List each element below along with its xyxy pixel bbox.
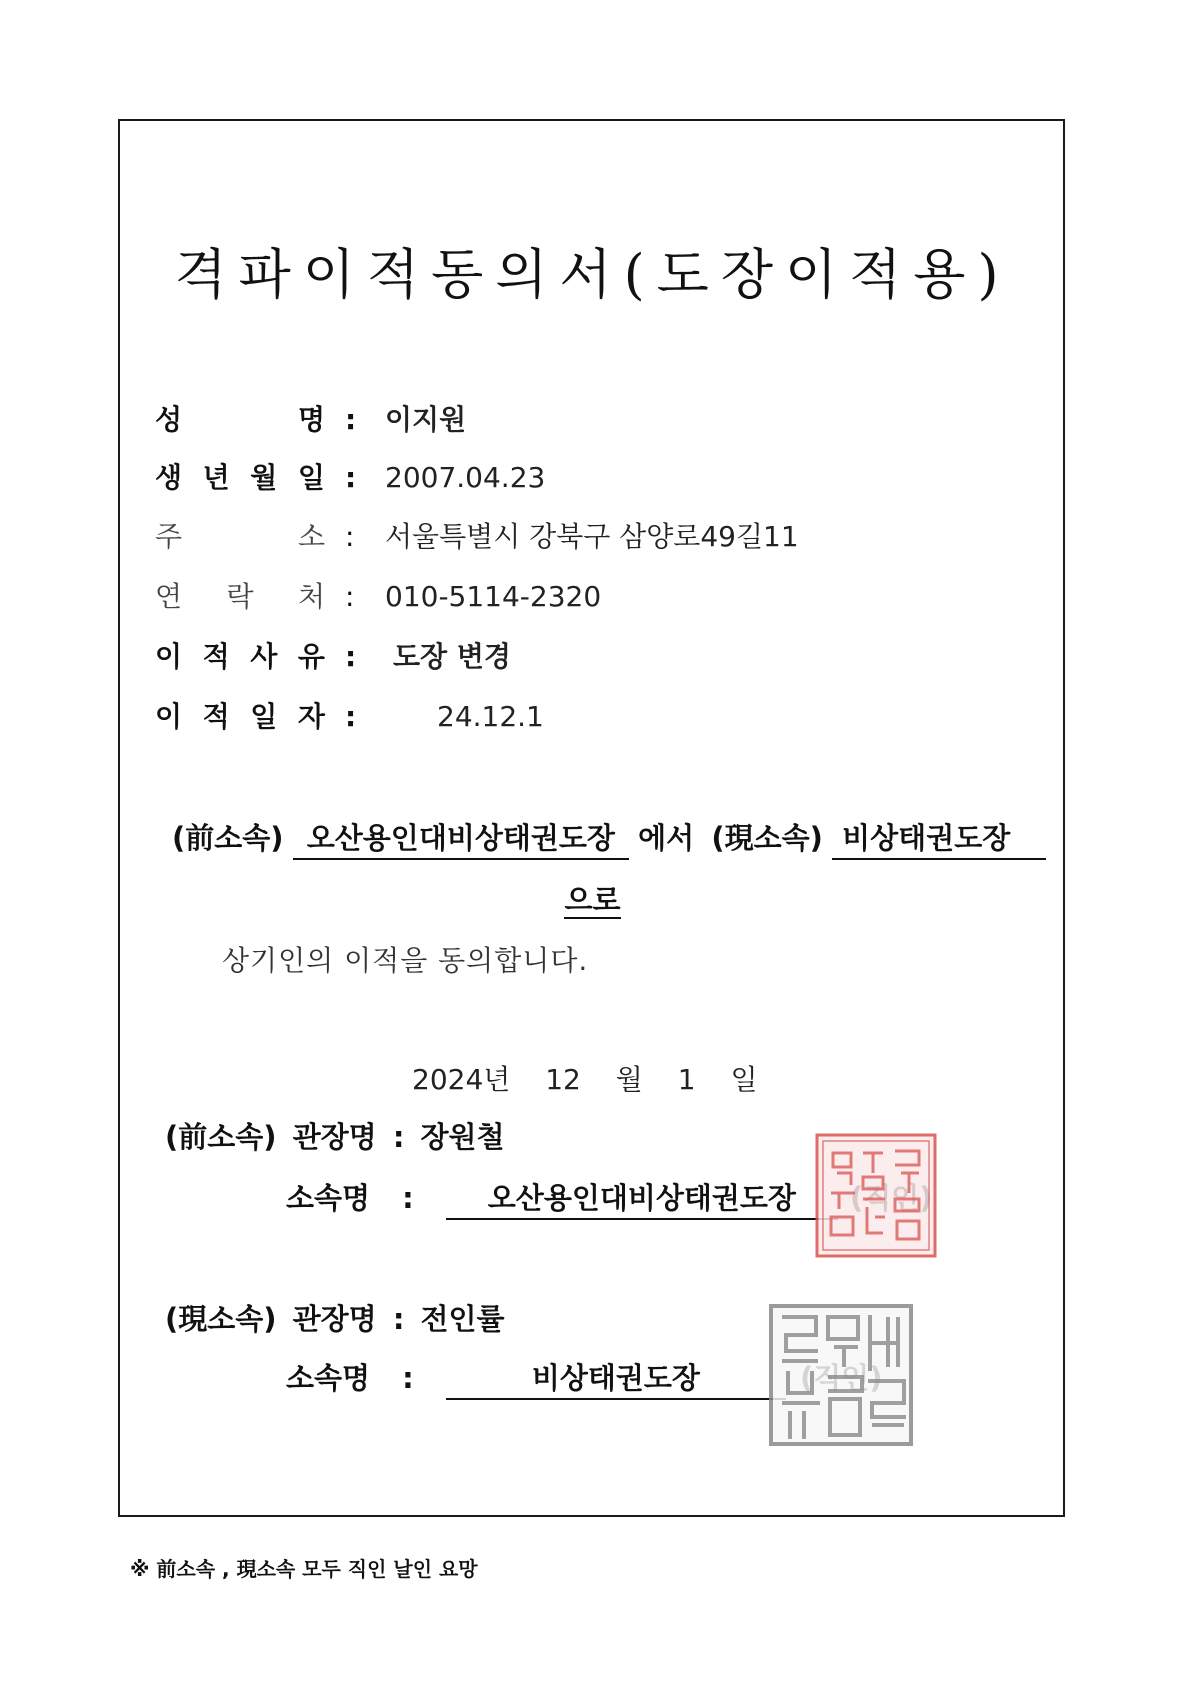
info-label xyxy=(155,697,325,737)
info-colon: : xyxy=(345,520,355,553)
curr-head-line xyxy=(165,1299,505,1339)
curr-sign-label: (現소속) xyxy=(165,1302,277,1336)
prev-seal-stamp xyxy=(815,1133,937,1258)
info-label-char: 생 xyxy=(155,461,183,494)
prev-affiliation-label: (前소속) xyxy=(172,821,284,855)
info-label xyxy=(155,637,325,677)
date-year: 2024년 xyxy=(412,1063,511,1096)
info-label-char: 일 xyxy=(297,461,325,494)
info-label-char: 사 xyxy=(250,640,278,673)
curr-head-name: 전인률 xyxy=(420,1302,505,1336)
info-colon: : xyxy=(345,580,355,613)
info-label-char: 락 xyxy=(226,580,254,613)
curr-head-colon: : xyxy=(392,1302,405,1336)
info-label xyxy=(155,577,325,617)
date-month: 12 xyxy=(545,1063,581,1096)
document-title: 격파이적동의서(도장이적용) xyxy=(174,243,1011,306)
info-label-char: 이 xyxy=(155,700,183,733)
info-colon: : xyxy=(345,640,357,673)
info-label-char: 년 xyxy=(202,461,230,494)
agreement-text: 상기인의 이적을 동의합니다. xyxy=(222,944,589,977)
curr-head-label: 관장명 xyxy=(292,1302,377,1336)
prev-head-line xyxy=(165,1117,505,1157)
info-label-char: 명 xyxy=(297,403,325,436)
info-label-char: 자 xyxy=(297,700,325,733)
info-label-char: 주 xyxy=(155,520,183,553)
curr-seal-stamp xyxy=(768,1303,914,1447)
info-label-char: 성 xyxy=(155,403,183,436)
to-word: 으로 xyxy=(564,883,621,917)
info-label xyxy=(155,458,325,498)
info-label-char: 적 xyxy=(202,640,230,673)
info-label xyxy=(155,400,325,440)
date-month-unit: 월 xyxy=(615,1063,643,1096)
info-value: 서울특별시 강북구 삼양로49길11 xyxy=(385,520,799,553)
date-day: 1 xyxy=(677,1063,696,1096)
transfer-statement xyxy=(172,818,1046,860)
prev-head-label: 관장명 xyxy=(292,1120,377,1154)
prev-org-name: 오산용인대비상태권도장 xyxy=(446,1178,838,1220)
info-label-char: 유 xyxy=(297,640,325,673)
curr-org-name: 비상태권도장 xyxy=(446,1358,786,1400)
info-label-char: 적 xyxy=(202,700,230,733)
prev-head-colon: : xyxy=(392,1120,405,1154)
from-word: 에서 xyxy=(638,821,695,855)
date-day-unit: 일 xyxy=(730,1063,758,1096)
info-label-char: 이 xyxy=(155,640,183,673)
info-colon: : xyxy=(345,403,357,436)
info-label xyxy=(155,517,325,557)
info-value: 24.12.1 xyxy=(437,700,544,733)
info-label-char: 연 xyxy=(155,580,183,613)
curr-dojo-name: 비상태권도장 xyxy=(832,818,1046,860)
info-colon: : xyxy=(345,700,357,733)
info-label-char: 월 xyxy=(250,461,278,494)
prev-sign-label: (前소속) xyxy=(165,1120,277,1154)
to-word-line xyxy=(0,878,1185,919)
curr-org-label: 소속명 xyxy=(286,1361,371,1395)
signing-date xyxy=(412,1058,758,1098)
info-value: 010-5114-2320 xyxy=(385,580,602,613)
footnote: ※ 前소속 , 現소속 모두 직인 날인 요망 xyxy=(130,1557,478,1581)
info-value: 2007.04.23 xyxy=(385,461,546,494)
prev-org-colon: : xyxy=(402,1181,414,1215)
curr-org-colon: : xyxy=(402,1361,414,1395)
curr-affiliation-label: (現소속) xyxy=(711,821,823,855)
prev-head-name: 장원철 xyxy=(420,1120,505,1154)
info-value: 도장 변경 xyxy=(393,640,511,673)
info-label-char: 소 xyxy=(297,520,325,553)
prev-org-label: 소속명 xyxy=(286,1181,371,1215)
info-colon: : xyxy=(345,461,357,494)
info-label-char: 처 xyxy=(297,580,325,613)
info-label-char: 일 xyxy=(250,700,278,733)
prev-dojo-name: 오산용인대비상태권도장 xyxy=(293,818,629,860)
info-value: 이지원 xyxy=(385,403,467,436)
